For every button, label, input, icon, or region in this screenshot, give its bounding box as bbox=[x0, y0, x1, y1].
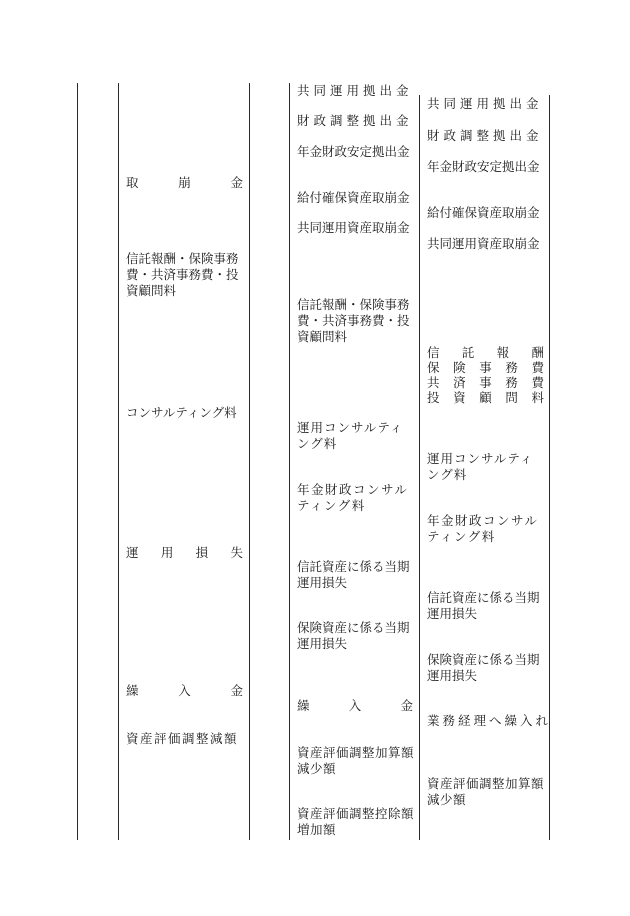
col3-hoken-jimuhi-line: 保 険 事 務 費 bbox=[427, 360, 544, 375]
col2-kyufu-kakuho-torikuzushi: 給付確保資産取崩金 bbox=[297, 190, 410, 205]
col2-shintaku-hoshu: 信託報酬・保険事務費・共済事務費・投資顧問料 bbox=[297, 297, 410, 344]
rule-5 bbox=[419, 95, 420, 840]
col2-kurireire-kin: 繰 入 金 bbox=[297, 698, 413, 713]
col1-kurireire-kin: 繰 入 金 bbox=[126, 683, 243, 698]
col3-gyomu-keiri: 業務経理へ繰入れ bbox=[427, 713, 552, 728]
col1-shisan-hyoka-gengaku: 資産評価調整減額 bbox=[126, 731, 239, 746]
col3-hoken-sonshitsu: 保険資産に係る当期運用損失 bbox=[427, 652, 540, 683]
col2-kojo-zoka: 資産評価調整控除額増加額 bbox=[297, 806, 415, 837]
col2-hoken-sonshitsu: 保険資産に係る当期運用損失 bbox=[297, 620, 410, 651]
col3-kyodo-unyo-kyoshutsu: 共同運用拠出金 bbox=[427, 96, 543, 111]
rule-3 bbox=[249, 83, 250, 840]
col3-shintaku-sonshitsu: 信託資産に係る当期運用損失 bbox=[427, 590, 540, 621]
col2-kasan-gensho: 資産評価調整加算額減少額 bbox=[297, 745, 415, 776]
rule-2 bbox=[118, 83, 119, 840]
rule-4 bbox=[289, 83, 290, 840]
col3-kyufu-kakuho-torikuzushi: 給付確保資産取崩金 bbox=[427, 205, 540, 220]
col3-zaisei-chosei-kyoshutsu: 財政調整拠出金 bbox=[427, 128, 543, 143]
col3-toshi-komon-line: 投 資 顧 問 料 bbox=[427, 390, 544, 405]
col1-shintaku-hoshu: 信託報酬・保険事務費・共済事務費・投資顧問料 bbox=[126, 251, 239, 298]
col3-kyodo-unyo-torikuzushi: 共同運用資産取崩金 bbox=[427, 236, 540, 251]
col1-unyo-sonshitsu: 運 用 損 失 bbox=[126, 545, 243, 560]
col2-kyodo-unyo-torikuzushi: 共同運用資産取崩金 bbox=[297, 220, 410, 235]
col3-kyosai-jimuhi-line: 共 済 事 務 費 bbox=[427, 375, 544, 390]
col3-kasan-gensho: 資産評価調整加算額減少額 bbox=[427, 776, 545, 807]
col2-kyodo-unyo-kyoshutsu: 共同運用拠出金 bbox=[297, 83, 413, 98]
col2-shintaku-sonshitsu: 信託資産に係る当期運用損失 bbox=[297, 559, 410, 590]
col1-torikuzushi-kin: 取 崩 金 bbox=[126, 175, 243, 190]
col3-shintaku-hoshu-line: 信 託 報 酬 bbox=[427, 345, 544, 360]
col3-unyo-consulting: 運用コンサルティング料 bbox=[427, 451, 534, 482]
col3-nenkin-zaisei-consulting: 年金財政コンサルティング料 bbox=[427, 513, 539, 544]
col2-nenkin-zaisei-antei: 年金財政安定拠出金 bbox=[297, 144, 410, 159]
col2-nenkin-zaisei-consulting: 年金財政コンサルティング料 bbox=[297, 482, 409, 513]
col2-unyo-consulting: 運用コンサルティング料 bbox=[297, 420, 404, 451]
col1-consulting: コンサルティング料 bbox=[126, 405, 237, 420]
rule-1 bbox=[77, 83, 78, 840]
col3-nenkin-zaisei-antei: 年金財政安定拠出金 bbox=[427, 159, 540, 174]
col2-zaisei-chosei-kyoshutsu: 財政調整拠出金 bbox=[297, 113, 413, 128]
